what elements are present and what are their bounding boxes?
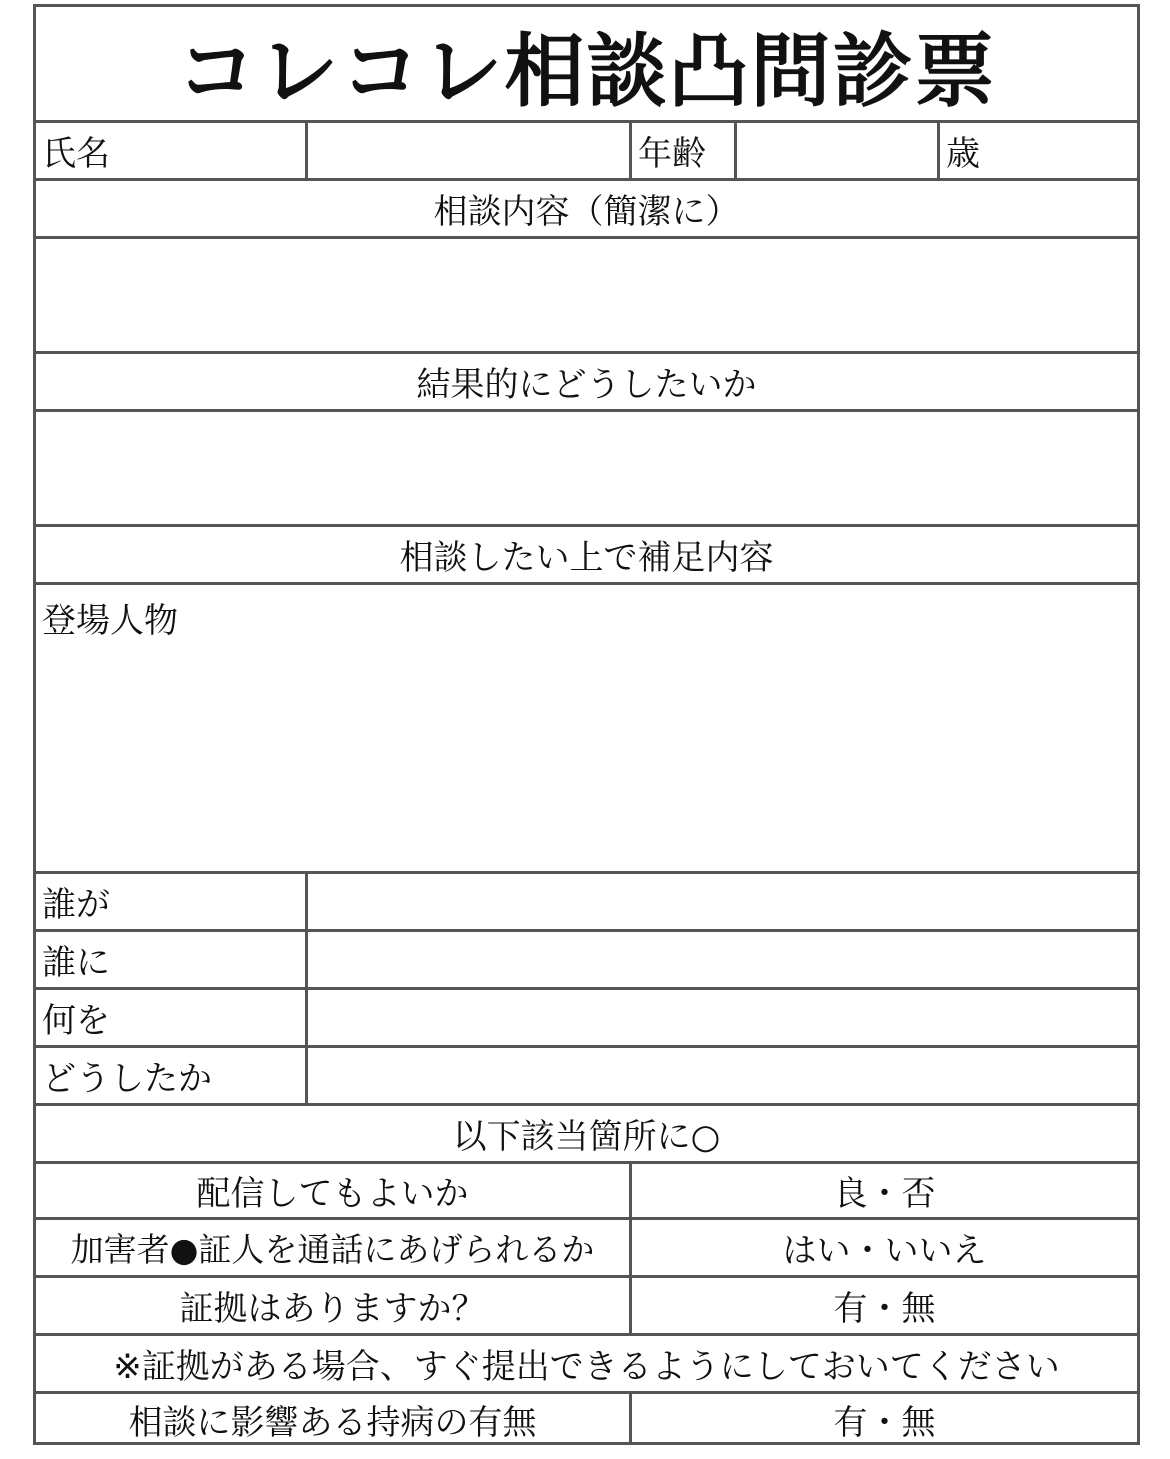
desired-outcome-field[interactable]: [36, 412, 1137, 524]
desired-outcome-heading: 結果的にどうしたいか: [416, 365, 757, 405]
question-call-witness: 加害者●証人を通話にあげられるか: [70, 1230, 595, 1269]
question-illness: 相談に影響ある持病の有無: [128, 1403, 537, 1443]
characters-field[interactable]: [36, 637, 1137, 871]
answer-illness[interactable]: 有・無: [833, 1403, 936, 1443]
consultation-field[interactable]: [36, 239, 1137, 351]
age-unit: 歳: [946, 134, 980, 174]
answer-evidence[interactable]: 有・無: [833, 1289, 936, 1329]
question-stream-ok: 配信してもよいか: [196, 1174, 469, 1214]
who-field[interactable]: [308, 874, 1137, 929]
consultation-form: [33, 4, 1140, 1445]
name-field[interactable]: [308, 123, 629, 178]
answer-stream-ok[interactable]: 良・否: [833, 1174, 936, 1214]
what-happened-label: どうしたか: [42, 1059, 212, 1099]
circle-instruction: 以下該当箇所に○: [452, 1117, 721, 1157]
consultation-heading: 相談内容（簡潔に）: [433, 192, 740, 232]
supplement-heading: 相談したい上で補足内容: [399, 538, 774, 578]
answer-call-witness[interactable]: はい・いいえ: [782, 1231, 987, 1271]
what-happened-field[interactable]: [308, 1048, 1137, 1103]
characters-label: 登場人物: [42, 601, 178, 641]
form-title: コレコレ相談凸問診票: [176, 24, 997, 118]
to-whom-label: 誰に: [42, 943, 110, 983]
what-label: 何を: [42, 1001, 110, 1041]
what-field[interactable]: [308, 990, 1137, 1045]
age-field[interactable]: [737, 123, 937, 178]
name-label: 氏名: [42, 134, 110, 174]
to-whom-field[interactable]: [308, 932, 1137, 987]
evidence-note: ※証拠がある場合、すぐ提出できるようにしておいてください: [113, 1347, 1060, 1387]
question-evidence: 証拠はありますか？: [179, 1289, 486, 1329]
age-label: 年齢: [638, 134, 706, 174]
who-label: 誰が: [42, 885, 110, 925]
